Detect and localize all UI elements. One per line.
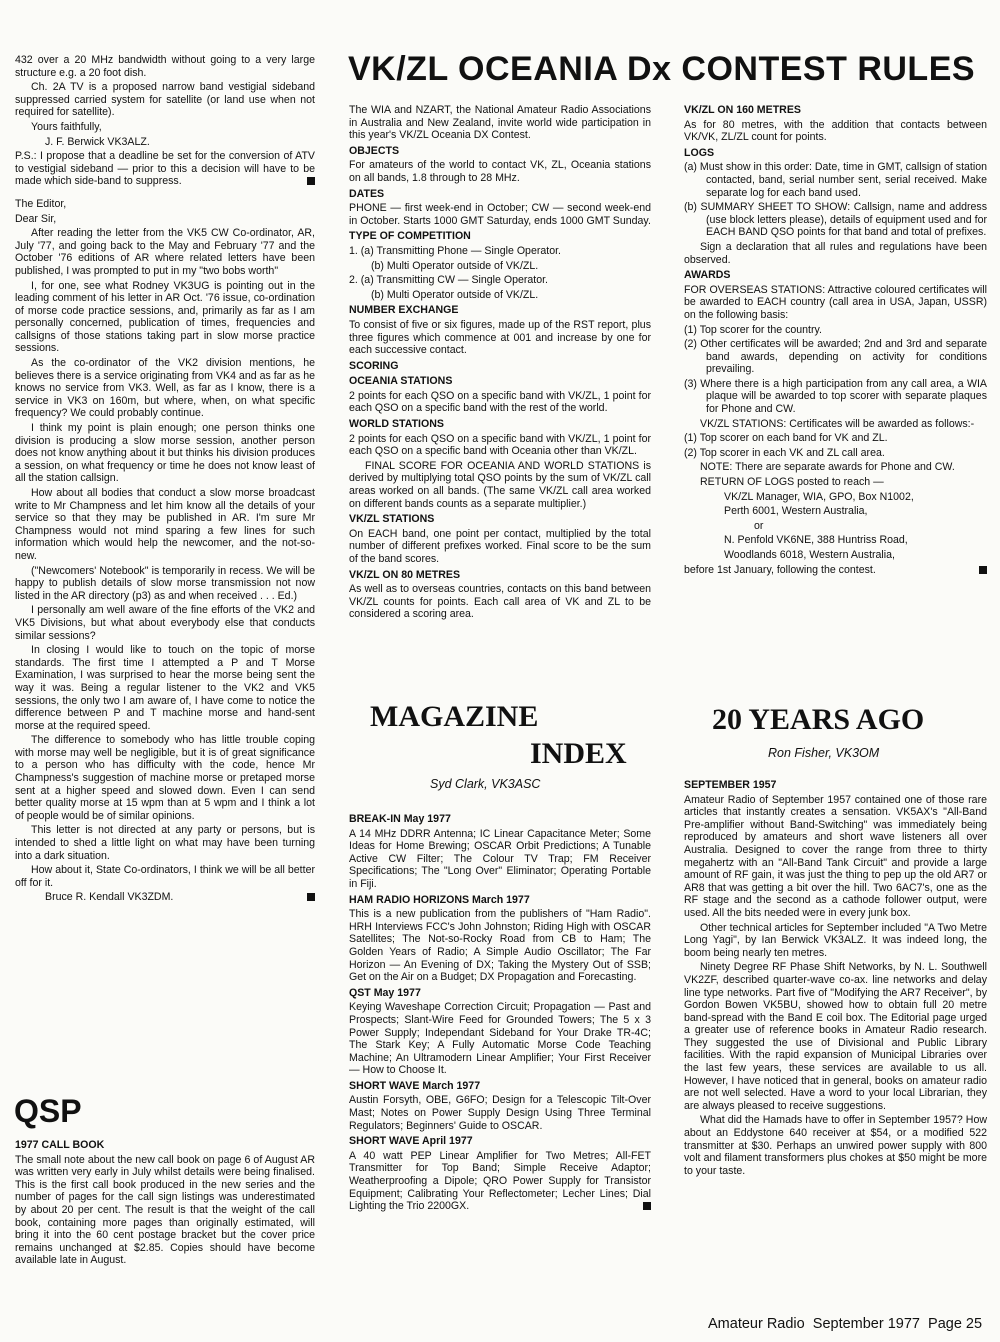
twenty-title: 20 YEARS AGO <box>712 703 925 736</box>
list-item: 1. (a) Transmitting Phone — Single Operator. <box>349 244 561 257</box>
contest-column-left <box>349 104 651 623</box>
paragraph: 432 over a 20 MHz bandwidth without going to a very large structure e.g. a 20 foot dish. <box>15 54 315 79</box>
page-footer: Amateur Radio September 1977 Page 25 <box>708 1316 983 1332</box>
paragraph: As the co-ordinator of the VK2 division mentions, he believes there is a service originating from VK4 and as far as he knows no service from VK3. Well, as far as I know, there is a service in VK3 on 160m, but where, when, on what specific frequency? We could probably continue. <box>15 357 315 420</box>
end-mark-icon <box>979 566 987 574</box>
paragraph-text: P.S.: I propose that a deadline be set for the conversion of ATV to vestigial sideband — prior to this a decision will have to be made which side-band to suppress. <box>15 150 315 188</box>
paragraph: RETURN OF LOGS posted to reach — <box>700 476 884 489</box>
index-entry: Keying Waveshape Correction Circuit; Propagation — Past and Prospects; Slant-Wire Feed for Grounded Towers; The 5 x 3 Power Supply; Independant Sideband for Your Drake TR-4C; The Stark Key; A Fully Automatic Morse Code Teaching Machine; An Ultramodern Linear Amplifier; Your First Receiver — How to Choose It. <box>349 1001 651 1077</box>
section-heading: AWARDS <box>684 269 731 282</box>
paragraph: After reading the letter from the VK5 CW Co-ordinator, AR, July '77, and going back to the May and February '77 and the October '76 editions of AR where related letters have been published, I was prompted to put in my "two bobs worth" <box>15 227 315 277</box>
address-line: Woodlands 6018, Western Australia, <box>724 549 895 561</box>
section-heading: VK/ZL STATIONS <box>349 513 435 526</box>
paragraph: As for 80 metres, with the addition that contacts between VK/VK, ZL/ZL count for points. <box>684 118 987 144</box>
section-heading: LOGS <box>684 146 715 159</box>
paragraph: 2 points for each QSO on a specific band with VK/ZL, 1 point for each QSO on a specific band with the rest of the world. <box>349 389 651 415</box>
section-heading: SCORING <box>349 359 399 372</box>
paragraph: PHONE — first week-end in October; CW — second week-end in October. Starts 1000 GMT Saturday, ends 1000 GMT Sunday. <box>349 202 651 227</box>
salutation: The Editor, <box>15 197 67 210</box>
list-item: (3) Where there is a high participation from any call area, a WIA plaque will be awarded to top scorer with separate plaques for Phone and CW. <box>684 377 987 416</box>
index-heading: SHORT WAVE April 1977 <box>349 1135 473 1148</box>
index-entry: This is a new publication from the publishers of "Ham Radio". HRH Interviews FCC's John Johnston; Riding High with OSCAR Satellites; The Not-so-Rocky Road from CB to Ham; The Golden Years of Radio; A Simple Audio Oscillator; The Far Horizon — An Evening of DX; Taking the Mystery Out of SSB; Get on the Air on a Budget; DX Propagation and Forecasting. <box>349 908 651 984</box>
end-mark-icon <box>307 893 315 901</box>
paragraph: I personally am well aware of the fine efforts of the VK2 and VK5 Divisions, but what about everybody else that conducts similar sessions? <box>15 604 315 642</box>
section-heading: NUMBER EXCHANGE <box>349 304 459 317</box>
signature: J. F. Berwick VK3ALZ. <box>45 135 150 148</box>
twenty-column <box>684 776 987 1179</box>
paragraph: On EACH band, one point per contact, multiplied by the total number of different prefixes worked. Final score to be the sum of the band scores. <box>349 527 651 565</box>
editor-note: ("Newcomers' Notebook" is temporarily in recess. We will be happy to publish details of slow morse transmission not now listed in the AR directory (p3) as and when received . . . Ed.) <box>15 564 315 602</box>
twenty-byline: Ron Fisher, VK3OM <box>768 746 880 760</box>
paragraph: Amateur Radio of September 1957 contained one of those rare articles that instantly creates a sensation. VK5AX's "All-Band Pre-amplifier without Band-Switching" was immediately being reproduced by amateurs and short wave listeners all over Australia. Designed to cover the range from three to thirty megahertz with an "All-Band Tank Circuit" and provide a large amount of RF gain, it was just the thing to pep up the old AR7 or AR8 that was getting a bit over the hill. Two 6AC7's, one as the RF stage and the second as a cathode follower output, were used. All the bits needed were in every junk box. <box>684 793 987 919</box>
paragraph: How about all bodies that conduct a slow morse broadcast write to Mr Champness and let him know all the details of your service so that they may be published in AR. I'm sure Mr Champness would not mind sparing a few lines for such information which would help the newcomer, and the not-so-new. <box>15 487 315 562</box>
section-heading: WORLD STATIONS <box>349 418 444 431</box>
paragraph: FOR OVERSEAS STATIONS: Attractive coloured certificates will be awarded to EACH country (call area in USA, Japan, USSR) on the following basis: <box>684 283 987 321</box>
letters-column <box>15 54 315 906</box>
paragraph <box>15 150 315 188</box>
list-item: (b) Multi Operator outside of VK/ZL. <box>371 259 539 272</box>
section-heading: OCEANIA STATIONS <box>349 375 453 388</box>
index-title-line1: MAGAZINE <box>370 700 539 733</box>
paragraph: FINAL SCORE FOR OCEANIA AND WORLD STATIONS is derived by multiplying total QSO points by the sum of VK/ZL call areas worked on all bands. (The same VK/ZL call area worked on different bands counts as a separate multiplier.) <box>349 459 651 510</box>
salutation: Dear Sir, <box>15 212 57 225</box>
end-mark-icon <box>643 1202 651 1210</box>
section-heading: DATES <box>349 187 385 200</box>
contest-title: VK/ZL OCEANIA Dx CONTEST RULES <box>348 50 976 88</box>
address-line: or <box>754 519 764 532</box>
list-item: (b) SUMMARY SHEET TO SHOW: Callsign, name and address (use block letters please), details of equipment used and for EACH BAND QSO points for that band and total of prefixes. <box>684 201 987 239</box>
list-item: (1) Top scorer on each band for VK and ZL. <box>684 432 888 445</box>
address-line: N. Penfold VK6NE, 388 Huntriss Road, <box>724 534 908 547</box>
address-line: Perth 6001, Western Australia, <box>724 505 868 518</box>
paragraph: Sign a declaration that all rules and regulations have been observed. <box>684 240 987 266</box>
paragraph: As well as to overseas countries, contacts on this band between VK/ZL counts for points. Each call area of VK and ZL to be considered a scoring area. <box>349 583 651 621</box>
signature-text: Bruce R. Kendall VK3ZDM. <box>45 891 174 904</box>
index-title-line2: INDEX <box>530 737 627 770</box>
index-entry <box>349 1150 651 1213</box>
paragraph: I think my point is plain enough; one person thinks one division is producing a slow morse session, another person does not know anything about it but thinks his division produces a session, on what frequency or time he does not know least of all the station callsign. <box>15 422 315 485</box>
paragraph: Yours faithfully, <box>31 120 102 133</box>
paragraph: VK/ZL STATIONS: Certificates will be awarded as follows:- <box>700 417 975 430</box>
list-item: (1) Top scorer for the country. <box>684 323 822 336</box>
list-item: (2) Top scorer in each VK and ZL call area. <box>684 446 885 459</box>
paragraph: The WIA and NZART, the National Amateur Radio Associations in Australia and New Zealand, invite world wide participation in this year's VK/ZL Oceania DX Contest. <box>349 104 651 142</box>
paragraph: This letter is not directed at any party or persons, but is intended to shed a little light on what may have been turning into a dark situation. <box>15 824 315 862</box>
paragraph: To consist of five or six figures, made up of the RST report, plus three figures which commence at 001 and increase by one for each successive contact. <box>349 318 651 357</box>
index-heading: QST May 1977 <box>349 986 421 999</box>
index-entry: Austin Forsyth, OBE, G6FO; Design for a Telescopic Tilt-Over Mast; Notes on Power Supply Design Using Three Terminal Regulators; Beginners' Guide to OSCAR. <box>349 1094 651 1132</box>
section-heading: OBJECTS <box>349 144 400 157</box>
paragraph: For amateurs of the world to contact VK, ZL, Oceania stations on all bands, 1.8 through to 28 MHz. <box>349 159 651 184</box>
qsp-body: The small note about the new call book on page 6 of August AR was written very early in July whilst details were being finalised. This is the first call book produced in the new series and the number of pages for the call sign listings was underestimated by about 20 per cent. The result is that the weight of the call book, containing more pages than originally estimated, will bring it into the 60 cent postage bracket but the cover price remains unchanged at $2.85. Copies should have become available late in August. <box>15 1153 315 1267</box>
paragraph: Ninety Degree RF Phase Shift Networks, by N. L. Southwell VK2ZF, described quarter-wave co-ax. line networks and delay line type networks. Part five of "Modifying the AR7 Receiver", by Gordon Bowen VK5BU, showed how to obtain full 20 metre band-spread with the Band E coil box. The Editorial page urged a greater use of reference books in Amateur Radio research. They suggested the use of Divisional and Public Library facilities. With the rapid expansion of Municipal Libraries over the last few years, these services are available to us all. However, I have noticed that in general, books on amateur radio are not well selected. Have a word to your local Librarian, they are always pleased to receive suggestions. <box>684 961 987 1112</box>
section-heading: TYPE OF COMPETITION <box>349 230 471 243</box>
paragraph: Ch. 2A TV is a proposed narrow band vestigial sideband suppressed carried system for satellite (or land use when not required for satellite). <box>15 81 315 119</box>
list-item: 2. (a) Transmitting CW — Single Operator. <box>349 274 548 287</box>
end-mark-icon <box>307 177 315 185</box>
section-heading: VK/ZL ON 160 METRES <box>684 104 801 116</box>
paragraph-text: before 1st January, following the contest. <box>684 563 876 576</box>
paragraph: In closing I would like to touch on the topic of morse standards. The first time I attempted a P and T Morse Examination, I was surprised to hear the morse being sent the way it was. Being a regular listener to the VK2 and VK5 sessions, the only two I am aware of, I have come to notice the difference between P and T machine morse and hand-sent morse at the required speed. <box>15 644 315 732</box>
paragraph: The difference to somebody who has little trouble coping with morse may well be negligible, but it is of great significance to a person who has difficulty with the code, hence Mr Champness's suggestion of machine morse or pretaped morse sent at a higher speed and slowed down. Even I can send better quality morse at 15 wpm than at 5 wpm and I think a lot of people would be of similar opinions. <box>15 734 315 822</box>
paragraph <box>684 564 987 577</box>
contest-column-right <box>684 104 987 578</box>
list-item: (a) Must show in this order: Date, time in GMT, callsign of station contacted, band, serial number sent, serial received. Make separate log for each band used. <box>684 161 987 199</box>
index-byline: Syd Clark, VK3ASC <box>430 777 541 791</box>
qsp-column <box>15 1136 315 1269</box>
paragraph: Other technical articles for September included "A Two Metre Long Yagi", by Ian Berwick VK3ALZ. It was indeed long, the boom being nearly ten metres. <box>684 921 987 959</box>
section-heading: VK/ZL ON 80 METRES <box>349 568 461 581</box>
address-line: VK/ZL Manager, WIA, GPO, Box N1002, <box>724 490 914 503</box>
paragraph: How about it, State Co-ordinators, I think we will be all better off for it. <box>15 864 315 889</box>
index-entry: A 14 MHz DDRR Antenna; IC Linear Capacitance Meter; Some Ideas for Home Brewing; OSCAR Orbit Predictions; A Tunable Active CW Filter; The Colour TV Trap; FM Receiver Specifications; The "Long Over" Eliminator; Operating Portable in Fiji. <box>349 827 651 890</box>
paragraph: 2 points for each QSO on a specific band with VK/ZL, 1 point for each QSO on a specific band with Oceania other than VK/ZL. <box>349 432 651 458</box>
index-heading: SHORT WAVE March 1977 <box>349 1079 481 1092</box>
twenty-heading: SEPTEMBER 1957 <box>684 779 777 791</box>
paragraph: What did the Hamads have to offer in September 1957? How about an Eddystone 640 receiver at $54, or a modified 522 transmitter at $30. Perhaps an unwired power supply with 800 volt and filament transformers plus chokes at $50 might be more to your taste. <box>684 1114 987 1177</box>
paragraph: NOTE: There are separate awards for Phone and CW. <box>700 461 955 474</box>
list-item: (2) Other certificates will be awarded; 2nd and 3rd and separate band awards, depending on activity for conditions prevailing. <box>684 338 987 376</box>
index-entry-text: A 40 watt PEP Linear Amplifier for Two Metres; All-FET Transmitter for Top Band; Simple Receive Adaptor; Weatherproofing a Dipole; QRO Power Supply for Transistor Equipment; Calibrating Your Reflectometer; Lecher Lines; Dial Lighting the Trio 2200GX. <box>349 1149 651 1213</box>
paragraph: I, for one, see what Rodney VK3UG is pointing out in the leading comment of his letter in AR Oct. '76 issue, co-ordination of morse code practice sessions, and, primarily as far as I am personally concerned, publication of times, frequencies and callsigns of those stations taking part in slow morse practice sessions. <box>15 279 315 355</box>
qsp-title: QSP <box>14 1093 82 1129</box>
index-column <box>349 810 651 1215</box>
list-item: (b) Multi Operator outside of VK/ZL. <box>371 288 539 301</box>
index-heading: HAM RADIO HORIZONS March 1977 <box>349 893 530 906</box>
index-heading: BREAK-IN May 1977 <box>349 813 451 825</box>
qsp-heading: 1977 CALL BOOK <box>15 1139 105 1151</box>
signature <box>15 891 315 904</box>
